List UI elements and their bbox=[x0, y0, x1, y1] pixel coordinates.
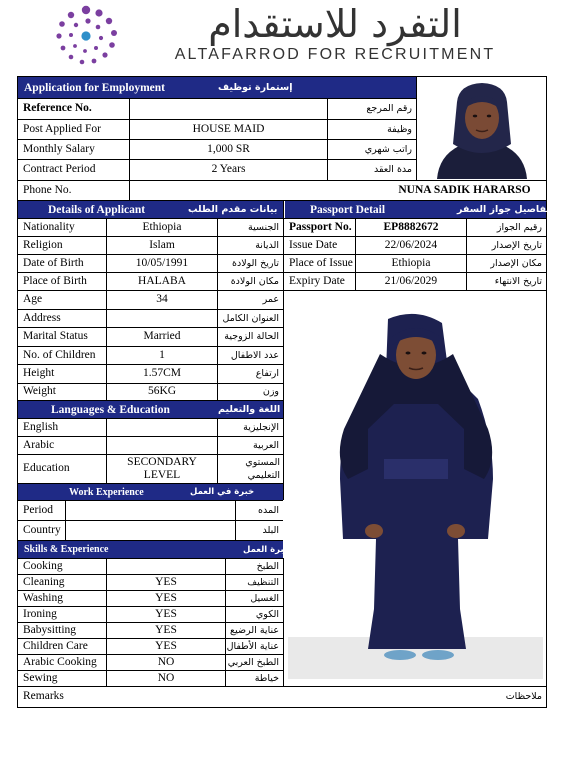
issue-date-label-ar: تاريخ الإصدار bbox=[491, 239, 542, 251]
skill-row-value: YES bbox=[155, 607, 177, 620]
skill-row-value: YES bbox=[155, 639, 177, 652]
education-label-ar bbox=[218, 455, 280, 484]
skill-row-label-ar: خياطة bbox=[254, 672, 279, 684]
skills-title: Skills & Experience bbox=[24, 544, 109, 555]
children-count-label: No. of Children bbox=[23, 348, 96, 361]
passport-title-ar: تفاصيل جواز السفر bbox=[457, 204, 550, 215]
religion-label-ar: الديانة bbox=[255, 239, 279, 251]
period-value bbox=[66, 501, 235, 520]
application-header bbox=[18, 77, 416, 98]
company-english-name: ALTAFARROD FOR RECRUITMENT bbox=[174, 46, 496, 63]
weight-label-ar: وزن bbox=[262, 386, 279, 398]
skill-row-value bbox=[107, 559, 225, 574]
skill-row-label: Washing bbox=[23, 591, 63, 604]
applicant-full-length-photo bbox=[288, 309, 543, 679]
education-value-line2: LEVEL bbox=[143, 469, 181, 481]
place-of-birth-value: HALABA bbox=[138, 274, 186, 287]
skill-row-value: NO bbox=[157, 655, 175, 668]
phone-no-label: Phone No. bbox=[23, 183, 72, 196]
issue-date-label: Issue Date bbox=[289, 238, 338, 251]
marital-status-value: Married bbox=[143, 330, 181, 343]
height-value: 1.57CM bbox=[142, 367, 182, 380]
country-value bbox=[66, 521, 235, 540]
children-count-label-ar: عدد الاطفال bbox=[230, 349, 279, 361]
passport-header bbox=[285, 201, 550, 218]
country-label-ar: البلد bbox=[262, 524, 279, 536]
english-label-ar: الإنجليزية bbox=[243, 421, 279, 433]
reference-no-value bbox=[130, 99, 327, 119]
skill-row-label: Ironing bbox=[23, 607, 57, 620]
applicant-details-header bbox=[18, 201, 283, 218]
skill-row-label-ar: الطبخ العربي bbox=[227, 656, 279, 668]
english-label: English bbox=[23, 420, 59, 433]
education-value bbox=[107, 455, 217, 484]
passport-no-label: Passport No. bbox=[289, 220, 352, 233]
work-experience-header bbox=[18, 484, 283, 500]
applicant-headshot-photo bbox=[419, 78, 545, 179]
weight-value: 56KG bbox=[147, 385, 177, 398]
date-of-birth-label: Date of Birth bbox=[23, 256, 84, 269]
date-of-birth-value: 10/05/1991 bbox=[135, 256, 189, 269]
skill-row-value: YES bbox=[155, 591, 177, 604]
nationality-label-ar: الجنسية bbox=[248, 221, 279, 233]
age-value: 34 bbox=[156, 293, 168, 306]
work-experience-title-ar: خبرة في العمل bbox=[190, 487, 255, 497]
skill-row-label-ar: الغسيل bbox=[250, 592, 279, 604]
religion-label: Religion bbox=[23, 238, 63, 251]
skill-row-label-ar: التنظيف bbox=[247, 576, 279, 588]
address-label: Address bbox=[23, 311, 61, 324]
address-value bbox=[107, 310, 217, 327]
place-of-issue-label: Place of Issue bbox=[289, 256, 353, 269]
post-applied-value: HOUSE MAID bbox=[192, 122, 265, 135]
education-label-ar-line1: المستوي bbox=[245, 457, 280, 468]
passport-no-value: EP8882672 bbox=[383, 220, 439, 233]
company-arabic-name: التفرد للاستقدام bbox=[208, 2, 462, 46]
marital-status-label-ar: الحالة الزوجية bbox=[224, 331, 279, 343]
nationality-label: Nationality bbox=[23, 220, 75, 233]
age-label: Age bbox=[23, 293, 43, 306]
education-label-ar-line2: التعليمي bbox=[247, 470, 280, 481]
children-count-value: 1 bbox=[159, 348, 165, 361]
reference-no-label-ar: رقم المرجع bbox=[366, 103, 412, 115]
application-title-ar: إستمارة توظيف bbox=[218, 82, 293, 93]
post-applied-label: Post Applied For bbox=[23, 122, 101, 135]
expiry-date-value: 21/06/2029 bbox=[384, 274, 438, 287]
skill-row-value: NO bbox=[157, 671, 175, 684]
contract-period-label: Contract Period bbox=[23, 163, 96, 176]
expiry-date-label-ar: تاريخ الانتهاء bbox=[494, 275, 542, 287]
place-of-birth-label-ar: مكان الولادة bbox=[230, 275, 279, 287]
applicant-details-title-ar: بيانات مقدم الطلب bbox=[188, 204, 278, 215]
skill-row-label-ar: عناية الرضيع bbox=[230, 624, 279, 636]
contract-period-value: 2 Years bbox=[211, 163, 246, 176]
arabic-value bbox=[107, 437, 217, 454]
applicant-details-title: Details of Applicant bbox=[48, 203, 146, 216]
languages-header bbox=[18, 401, 283, 418]
skill-row-label: Arabic Cooking bbox=[23, 655, 97, 668]
skill-row-value: YES bbox=[155, 623, 177, 636]
education-label: Education bbox=[23, 462, 70, 475]
skill-row-label-ar: عناية الأطفال bbox=[226, 640, 279, 652]
address-label-ar: العنوان الكامل bbox=[222, 312, 279, 324]
monthly-salary-label: Monthly Salary bbox=[23, 142, 95, 155]
skill-row-label: Sewing bbox=[23, 671, 58, 684]
height-label-ar: ارتفاع bbox=[255, 368, 279, 380]
work-experience-title: Work Experience bbox=[69, 486, 144, 498]
application-form bbox=[17, 76, 550, 708]
age-label-ar: عمر bbox=[262, 294, 279, 306]
skills-title-ar: خبرة العمل bbox=[243, 544, 291, 555]
company-logo bbox=[44, 4, 128, 72]
skill-row-label: Cleaning bbox=[23, 575, 65, 588]
post-applied-label-ar: وظيفة bbox=[387, 123, 412, 135]
remarks-label-ar: ملاحظات bbox=[505, 691, 542, 703]
skill-row-label-ar: الكوي bbox=[255, 608, 279, 620]
languages-title: Languages & Education bbox=[51, 403, 170, 416]
country-label: Country bbox=[23, 523, 61, 536]
passport-title: Passport Detail bbox=[310, 203, 386, 216]
skill-row-label: Babysitting bbox=[23, 623, 77, 636]
religion-value: Islam bbox=[149, 238, 175, 251]
period-label: Period bbox=[23, 503, 54, 516]
arabic-label: Arabic bbox=[23, 438, 55, 451]
issue-date-value: 22/06/2024 bbox=[384, 238, 438, 251]
place-of-issue-value: Ethiopia bbox=[391, 256, 431, 269]
date-of-birth-label-ar: تاريخ الولادة bbox=[232, 257, 279, 269]
candidate-name: NUNA SADIK HARARSO bbox=[398, 183, 531, 196]
height-label: Height bbox=[23, 367, 55, 380]
passport-no-label-ar: رقيم الجواز bbox=[496, 221, 542, 233]
contract-period-label-ar: مدة العقد bbox=[374, 164, 412, 176]
skills-header bbox=[18, 541, 291, 558]
skill-row-label: Cooking bbox=[23, 559, 63, 572]
skill-row-label-ar: الطبخ bbox=[256, 560, 279, 572]
nationality-value: Ethiopia bbox=[142, 220, 182, 233]
remarks-label: Remarks bbox=[23, 690, 64, 703]
arabic-label-ar: العربية bbox=[253, 439, 279, 451]
period-label-ar: المده bbox=[258, 504, 279, 516]
skill-row-value: YES bbox=[155, 575, 177, 588]
education-value-line1: SECONDARY bbox=[127, 456, 197, 468]
marital-status-label: Marital Status bbox=[23, 330, 88, 343]
expiry-date-label: Expiry Date bbox=[289, 274, 345, 287]
monthly-salary-label-ar: راتب شهري bbox=[364, 143, 412, 155]
application-title: Application for Employment bbox=[24, 81, 165, 94]
english-value bbox=[107, 419, 217, 436]
languages-title-ar: اللغة والتعليم bbox=[218, 404, 281, 415]
place-of-issue-label-ar: مكان الإصدار bbox=[490, 257, 542, 269]
weight-label: Weight bbox=[23, 385, 56, 398]
place-of-birth-label: Place of Birth bbox=[23, 274, 87, 287]
reference-no-label: Reference No. bbox=[23, 102, 92, 115]
skill-row-label: Children Care bbox=[23, 639, 88, 652]
monthly-salary-value: 1,000 SR bbox=[207, 142, 250, 155]
